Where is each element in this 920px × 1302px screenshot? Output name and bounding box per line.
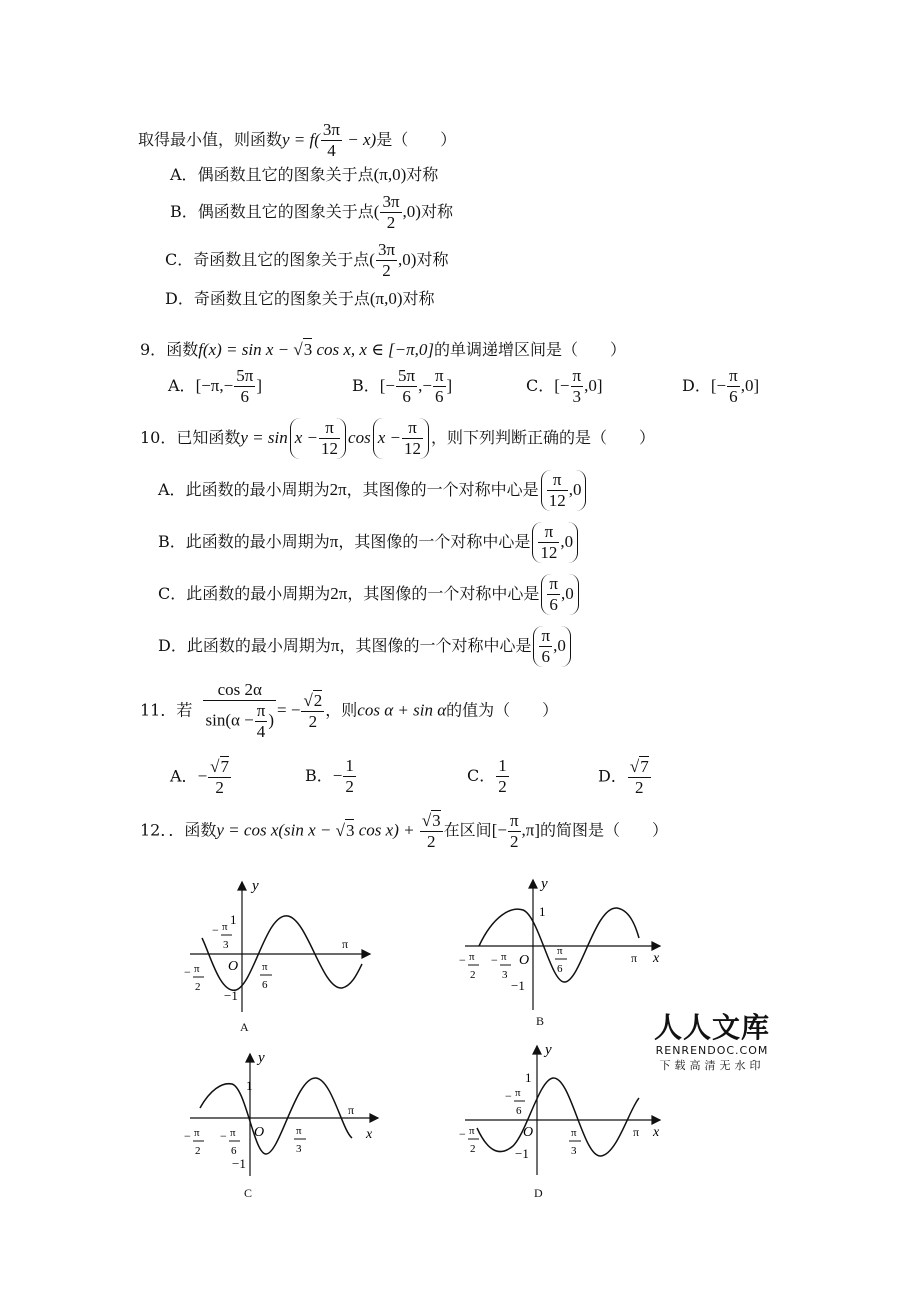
graph-d-pi: π [633, 1125, 640, 1139]
svg-text:−: − [459, 1127, 466, 1141]
graph-d-one: 1 [525, 1070, 532, 1085]
svg-text:π: π [230, 1127, 236, 1139]
svg-text:2: 2 [195, 1145, 201, 1157]
graph-d-neg-one: −1 [515, 1146, 529, 1161]
q8-option-b: B．偶函数且它的图象关于点( $\frac{3\pi}{2}$ ,0)对称 [170, 192, 453, 232]
graph-b-neg-one: −1 [511, 978, 525, 993]
graph-b-x-label: x [653, 951, 660, 966]
q8-stem: 取得最小值，则函数y = f( $\frac{3\pi}{4}$ − x)是（ ） [138, 120, 457, 160]
q10-option-c: C．此函数的最小周期为2π，其图像的一个对称中心是 $\frac{\pi}{6}$ ,0 [158, 574, 581, 615]
graph-c [180, 1046, 390, 1186]
q10-option-b: B．此函数的最小周期为π，其图像的一个对称中心是 $\frac{\pi}{12}$ ,0 [158, 522, 580, 563]
graph-a-pi: π [342, 937, 349, 951]
svg-text:π: π [571, 1127, 577, 1139]
svg-text:−: − [220, 1129, 227, 1143]
svg-text:6: 6 [231, 1145, 237, 1157]
graph-a-origin: O [228, 959, 239, 974]
graph-c-pi: π [348, 1103, 355, 1117]
graph-a-y-label: y [252, 878, 259, 894]
graph-c-x-label: x [366, 1127, 373, 1142]
q11-option-d: D． $\frac{√7}{2}$ [598, 757, 649, 797]
q8-option-a: A．偶函数且它的图象关于点(π,0)对称 [170, 165, 439, 184]
q9-stem: 9．函数f(x) = sin x − √3 cos x, x ∈ [−π,0]的单调递增区间是（ ） [140, 340, 627, 359]
graph-c-neg-one: −1 [232, 1156, 246, 1171]
svg-text:π: π [515, 1087, 521, 1099]
graph-b-origin: O [519, 953, 530, 968]
svg-text:π: π [194, 963, 200, 975]
svg-text:3: 3 [223, 939, 229, 951]
q12-stem: 12．．函数y = cos x(sin x − √3 cos x) + $\frac{√3}{2}$ 在区间[− $\frac{\pi}{2}$ ,π]的简图是（ ） [140, 810, 669, 851]
q10-option-a: A．此函数的最小周期为2π，其图像的一个对称中心是 $\frac{\pi}{12}$ ,0 [158, 470, 588, 511]
svg-text:−: − [505, 1089, 512, 1103]
q11-option-b: B．− $\frac{1}{2}$ [305, 756, 354, 796]
svg-text:6: 6 [262, 979, 268, 991]
graph-b-y-label: y [541, 876, 548, 892]
q8-option-c: C．奇函数且它的图象关于点( $\frac{3\pi}{2}$ ,0)对称 [165, 240, 449, 280]
graph-a-caption: A [240, 1020, 249, 1034]
svg-text:π: π [469, 951, 475, 963]
q8-option-d: D．奇函数且它的图象关于点(π,0)对称 [165, 289, 435, 308]
svg-text:−: − [184, 965, 191, 979]
graph-c-one: 1 [246, 1078, 253, 1093]
graph-a [180, 872, 380, 1022]
svg-text:π: π [469, 1125, 475, 1137]
q10-stem: 10．已知函数y = sin x − $\frac{\pi}{12}$ cos x − $\frac{\pi}{12}$ ，则下列判断正确的是（ ） [140, 418, 655, 458]
svg-text:π: π [194, 1127, 200, 1139]
svg-text:2: 2 [470, 1143, 476, 1155]
svg-text:−: − [459, 953, 466, 967]
graph-b-pi: π [631, 951, 638, 965]
q9-option-b: B．[− $\frac{5\pi}{6}$ ,− $\frac{\pi}{6}$ ] [352, 366, 453, 406]
svg-text:6: 6 [557, 963, 563, 975]
graph-c-caption: C [244, 1186, 253, 1200]
svg-text:−: − [184, 1129, 191, 1143]
graph-b-one: 1 [539, 904, 546, 919]
watermark-title: 人人文库 [653, 1011, 770, 1044]
svg-text:π: π [501, 951, 507, 963]
q9-option-a: A．[−π,− $\frac{5\pi}{6}$ ] [168, 366, 262, 406]
graph-a-neg-one: −1 [224, 988, 238, 1003]
q10-option-d: D．此函数的最小周期为π，其图像的一个对称中心是 $\frac{\pi}{6}$ ,0 [158, 626, 573, 667]
svg-text:2: 2 [470, 969, 476, 981]
q11-option-a: A．− $\frac{√7}{2}$ [170, 757, 229, 797]
svg-text:6: 6 [516, 1105, 522, 1117]
graph-d-origin: O [523, 1125, 534, 1140]
watermark-slogan: 下载高清无水印 [659, 1059, 765, 1072]
q9-option-d: D．[− $\frac{\pi}{6}$ ,0] [682, 366, 760, 406]
q11-option-c: C． $\frac{1}{2}$ [467, 756, 507, 796]
graph-c-y-label: y [258, 1050, 265, 1066]
svg-text:π: π [222, 921, 228, 933]
svg-text:π: π [557, 945, 563, 957]
graph-d-x-label: x [653, 1125, 660, 1140]
svg-text:3: 3 [502, 969, 508, 981]
graph-d-y-label: y [545, 1042, 552, 1058]
graph-a-one: 1 [230, 912, 237, 927]
q11-stem: 11．若 cos 2α sin(α − $\frac{\pi}{4}$ ) = − $\frac{√2}{2}$ ，则cos α + sin α的值为（ ） [140, 680, 559, 741]
graph-c-origin: O [254, 1125, 265, 1140]
svg-text:2: 2 [195, 981, 201, 993]
svg-text:−: − [491, 953, 498, 967]
svg-text:3: 3 [571, 1145, 577, 1157]
svg-text:−: − [212, 923, 219, 937]
graph-d [455, 1040, 675, 1185]
q9-option-c: C．[− $\frac{\pi}{3}$ ,0] [526, 366, 603, 406]
graph-b-caption: B [536, 1014, 545, 1028]
watermark-url: RENRENDOC.COM [655, 1044, 769, 1057]
svg-text:π: π [296, 1125, 302, 1137]
svg-text:π: π [262, 961, 268, 973]
graph-d-caption: D [534, 1186, 543, 1200]
svg-text:3: 3 [296, 1143, 302, 1155]
watermark-logo [647, 1012, 777, 1073]
graph-b [455, 872, 675, 1022]
